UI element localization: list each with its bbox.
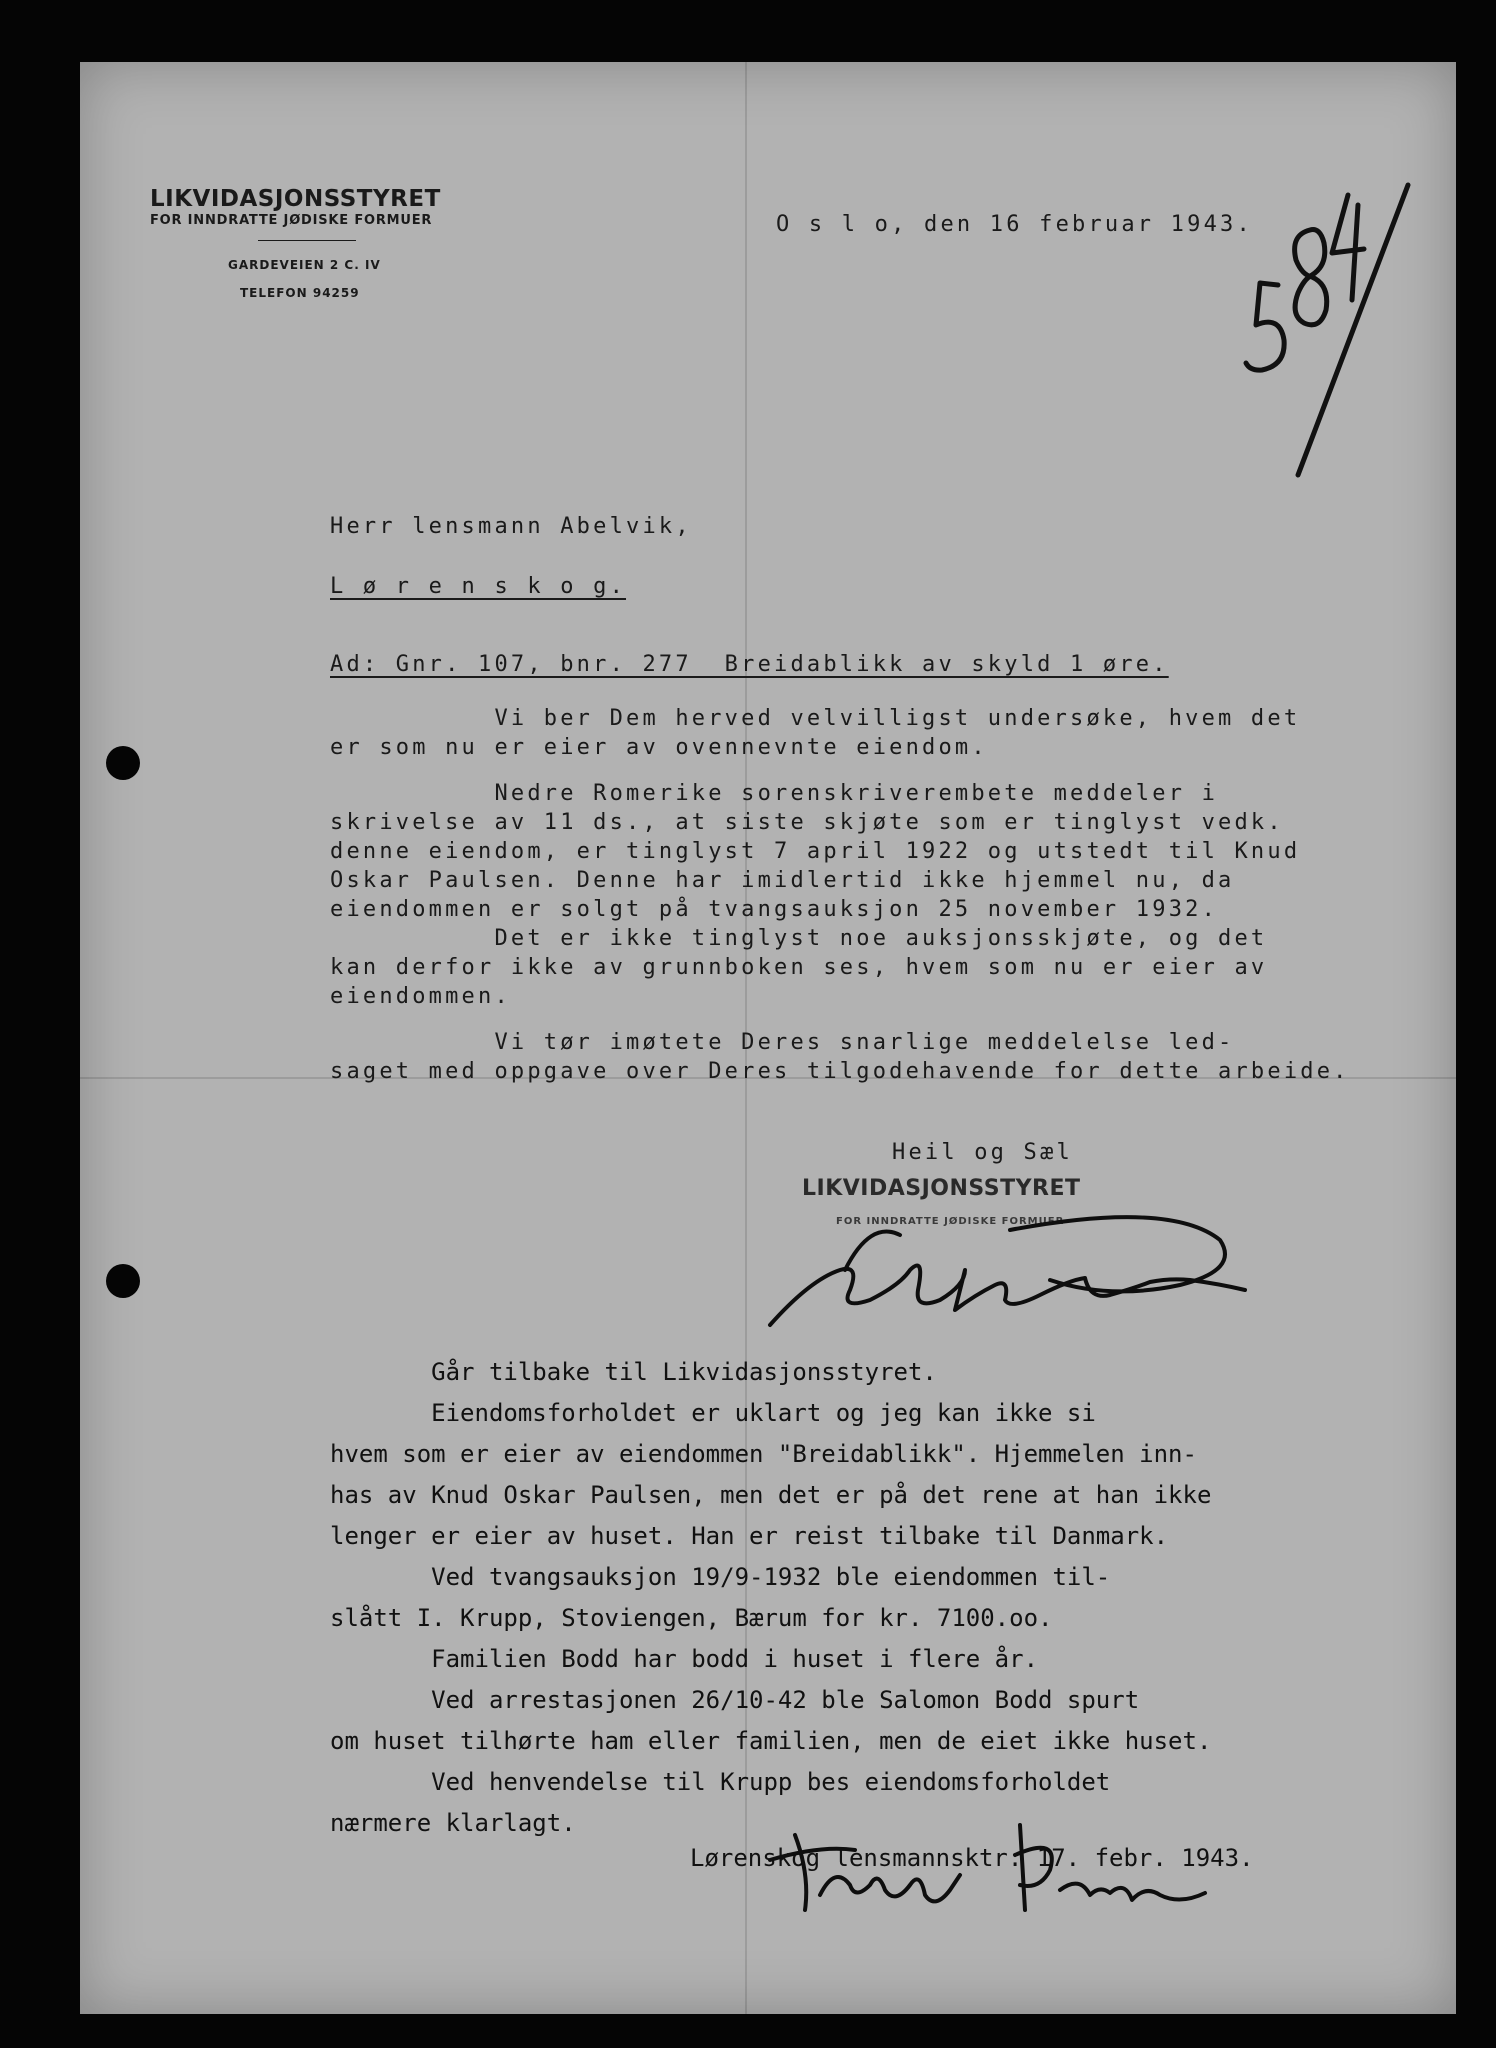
reply-body [330,1352,1211,1844]
body-line: skrivelse av 11 ds., at siste skjøte som er tinglyst vedk. [330,810,1284,835]
body-line: Nedre Romerike sorenskriverembete meddeler i [330,781,1219,806]
reply-line: Ved arrestasjonen 26/10-42 ble Salomon Bodd spurt [330,1686,1140,1714]
reply-line: nærmere klarlagt. [330,1809,576,1837]
body-line: saget med oppgave over Deres tilgodehavende for dette arbeide. [330,1059,1350,1084]
letterhead-subtitle: FOR INNDRATTE JØDISKE FORMUER [150,213,433,228]
recipient-name: Herr lensmann Abelvik, [330,514,692,539]
body-line: Det er ikke tinglyst noe auksjonsskjøte, og det [330,926,1268,951]
body-line: denne eiendom, er tinglyst 7 april 1922 og utstedt til Knud [330,839,1301,864]
reply-signoff: Lørenskog lensmannsktr. 17. febr. 1943. [690,1844,1254,1872]
closing-greeting: Heil og Sæl [892,1140,1073,1165]
recipient-place: L ø r e n s k o g. [330,574,627,599]
signature-second [760,1815,1280,1925]
punch-hole-bottom [106,1264,140,1298]
reply-line: Eiendomsforholdet er uklart og jeg kan ikke si [330,1399,1096,1427]
body-line: eiendommen. [330,984,511,1009]
letterhead-phone: TELEFON 94259 [240,286,360,300]
stamp-subtitle: FOR INNDRATTE JØDISKE FORMUER [836,1216,1065,1227]
reply-line: has av Knud Oskar Paulsen, men det er på det rene at han ikke [330,1481,1212,1509]
signature-first [750,1160,1270,1340]
punch-hole-top [106,746,140,780]
reply-line: hvem som er eier av eiendommen "Breidablikk". Hjemmelen inn- [330,1440,1197,1468]
body-line: eiendommen er solgt på tvangsauksjon 25 november 1932. [330,897,1219,922]
reply-line: slått I. Krupp, Stoviengen, Bærum for kr. 7100.oo. [330,1604,1053,1632]
subject-line: Ad: Gnr. 107, bnr. 277 Breidablikk av skyld 1 øre. [330,652,1169,677]
body-line: Vi tør imøtete Deres snarlige meddelelse led- [330,1030,1235,1055]
letter-body [330,704,1350,1086]
reply-line: Ved tvangsauksjon 19/9-1932 ble eiendommen til- [330,1563,1111,1591]
body-line: kan derfor ikke av grunnboken ses, hvem som nu er eier av [330,955,1268,980]
body-line: er som nu er eier av ovennevnte eiendom. [330,735,988,760]
reply-line: lenger er eier av huset. Han er reist tilbake til Danmark. [330,1522,1169,1550]
body-line: Oskar Paulsen. Denne har imidlertid ikke hjemmel nu, da [330,868,1235,893]
reply-line: om huset tilhørte ham eller familien, men de eiet ikke huset. [330,1727,1212,1755]
letterhead-org: LIKVIDASJONSSTYRET [150,186,441,212]
body-line: Vi ber Dem herved velvilligst undersøke, hvem det [330,706,1301,731]
handwritten-number [1240,175,1420,485]
letterhead-rule [258,240,356,241]
reply-line: Ved henvendelse til Krupp bes eiendomsforholdet [330,1768,1111,1796]
reply-line: Familien Bodd har bodd i huset i flere år. [330,1645,1039,1673]
date-line: O s l o, den 16 februar 1943. [776,212,1253,237]
stamp-org: LIKVIDASJONSSTYRET [802,1176,1081,1201]
letterhead-address: GARDEVEIEN 2 C. IV [228,258,381,272]
reply-line: Går tilbake til Likvidasjonsstyret. [330,1358,937,1386]
